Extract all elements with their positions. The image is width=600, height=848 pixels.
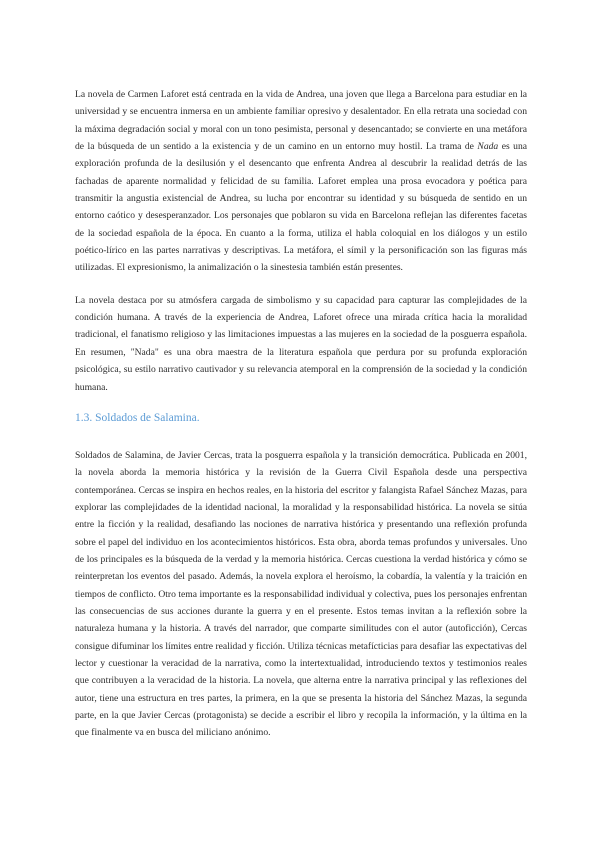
paragraph-nada-summary: [75, 86, 527, 277]
paragraph-nada-conclusion: La novela destaca por su atmósfera cargada de simbolismo y su capacidad para capturar las complejidades de la condición humana. A través de la experiencia de Andrea, Laforet ofrece una mirada crítica hacia la moralidad tradicional, el fanatismo religioso y las limitaciones impuestas a las mujeres en la sociedad de la posguerra española. En resumen, "Nada" es una obra maestra de la literatura española que perdura por su profunda exploración psicológica, su estilo narrativo cautivador y su relevancia atemporal en la comprensión de la sociedad y la condición humana.: [75, 294, 527, 393]
paragraph-soldados-summary: Soldados de Salamina, de Javier Cercas, trata la posguerra española y la transición democrática. Publicada en 2001, la novela aborda la memoria histórica y la revisión de la Guerra Civil Española desde una perspectiva contemporánea. Cercas se inspira en hechos reales, en la historia del escritor y falangista Rafael Sánchez Mazas, para explorar las complejidades de la identidad nacional, la moralidad y la responsabilidad histórica. La novela se sitúa entre la ficción y la realidad, desafiando las nociones de narrativa histórica y presentando una reflexión profunda sobre el papel del individuo en los acontecimientos históricos. Esta obra, aborda temas profundos y universales. Uno de los principales es la búsqueda de la verdad y la memoria histórica. Cercas cuestiona la verdad histórica y cómo se reinterpretan los eventos del pasado. Además, la novela explora el heroísmo, la cobardía, la valentía y la traición en tiempos de conflicto. Otro tema importante es la responsabilidad individual y colectiva, pues los personajes enfrentan las consecuencias de sus acciones durante la guerra y en el presente. Estos temas invitan a la reflexión sobre la naturaleza humana y la historia. A través del narrador, que comparte similitudes con el autor (autoficción), Cercas consigue difuminar los límites entre realidad y ficción. Utiliza técnicas metafícticias para desafiar las expectativas del lector y cuestionar la veracidad de la narrativa, como la intertextualidad, introduciendo textos y testimonios reales que contribuyen a la veracidad de la historia. La novela, que alterna entre la narrativa principal y las reflexiones del autor, tiene una estructura en tres partes, la primera, en la que se presenta la historia del Sánchez Mazas, la segunda parte, en la que Javier Cercas (protagonista) se decide a escribir el libro y recopila la información, y la última en la que finalmente va en busca del miliciano anónimo.: [75, 449, 527, 739]
paragraph-nada-summary-start: La novela de Carmen Laforet está centrada en la vida de Andrea, una joven que llega a Barcelona para estudiar en la universidad y se encuentra inmersa en un ambiente familiar opresivo y desalentador. En ella retrata una sociedad con la máxima degradación social y moral con un tono pesimista, personal y desencantado; se convierte en una metáfora de la búsqueda de un sentido a la existencia y de un camino en un entorno muy hostil. La trama de: [75, 89, 527, 153]
paragraph-nada-summary-end: es una exploración profunda de la desilusión y el desencanto que enfrenta Andrea al descubrir la realidad detrás de las fachadas de aparente normalidad y felicidad de su familia. Laforet emplea una prosa evocadora y poética para transmitir la angustia existencial de Andrea, su lucha por encontrar su identidad y su búsqueda de sentido en un entorno caótico y desesperanzador. Los personajes que poblaron su vida en Barcelona reflejan las diferentes facetas de la sociedad española de la época. En cuanto a la forma, utiliza el habla coloquial en los diálogos y un estilo poético-lírico en las partes narrativas y descriptivas. La metáfora, el símil y la personificación son las figuras más utilizadas. El expresionismo, la animalización o la sinestesia también están presentes.: [75, 141, 528, 274]
document-page: [75, 86, 527, 742]
section-heading: 1.3. Soldados de Salamina.: [75, 411, 200, 424]
novel-title-italic: Nada: [477, 141, 499, 153]
